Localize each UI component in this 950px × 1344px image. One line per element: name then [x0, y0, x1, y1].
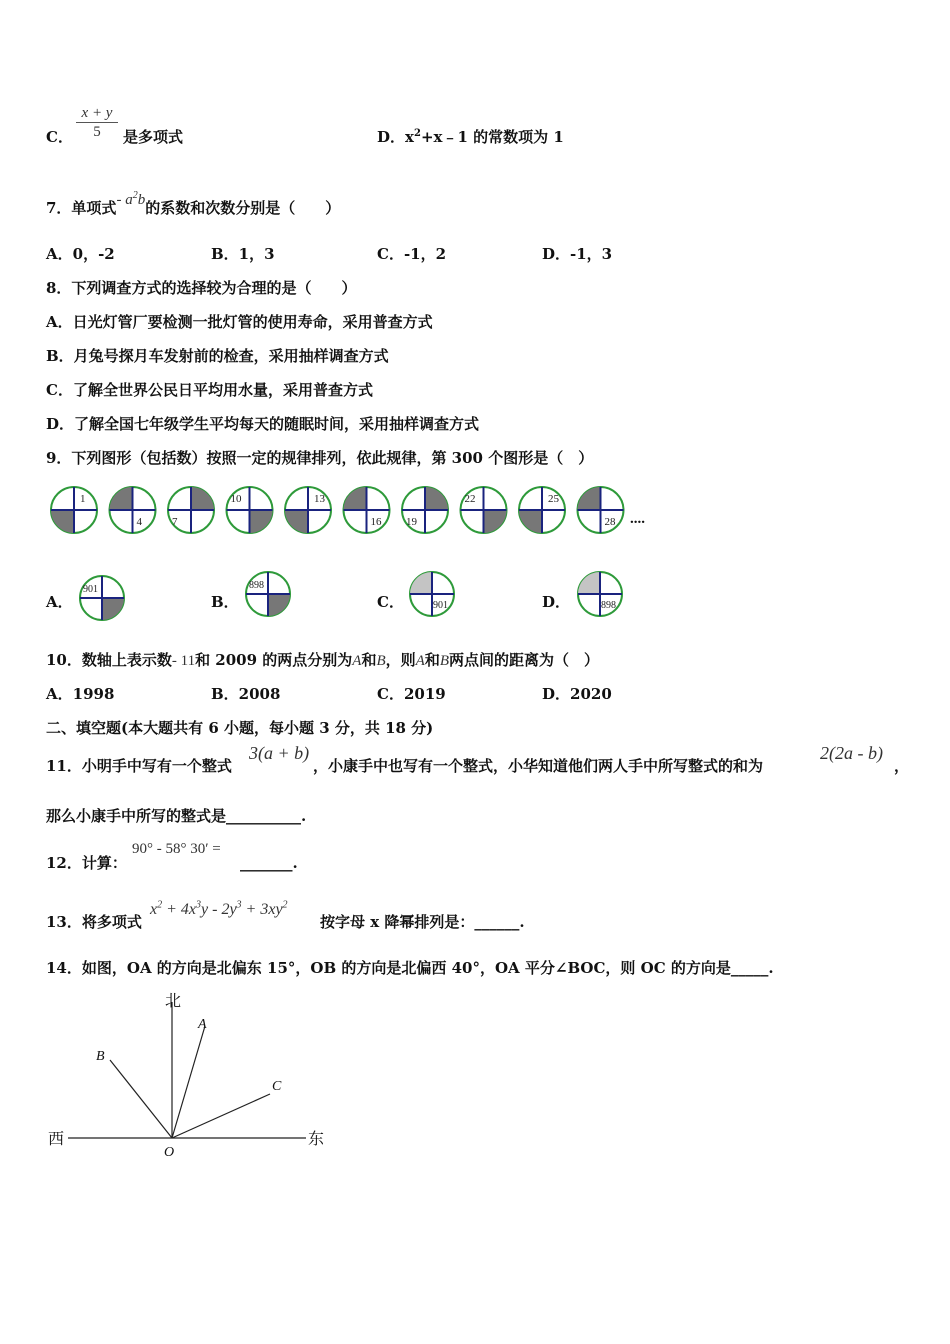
- q14-ray-oa: [172, 1026, 205, 1138]
- q9-sequence-number: 13: [314, 493, 325, 505]
- q9-option-d-number: 898: [601, 600, 616, 611]
- q12-expression: 90° - 58° 30′ =: [132, 841, 221, 857]
- q8-option-c: C．了解全世界公民日平均用水量，采用普查方式: [46, 381, 373, 399]
- q9-sequence-item: [519, 487, 565, 533]
- q10-option-b: B．2008: [211, 685, 281, 703]
- q9-sequence-item: [51, 487, 97, 533]
- q9-sequence-number: 4: [136, 516, 142, 528]
- q8-option-d: D．了解全国七年级学生平均每天的随眠时间，采用抽样调查方式: [46, 415, 480, 433]
- q14-label-b: B: [96, 1049, 105, 1064]
- q7-expr-neg: -: [116, 192, 122, 208]
- q11-expression-2: 2(2a - b): [820, 743, 883, 763]
- q9-sequence-shaded-quadrant: [285, 510, 308, 533]
- q14-north-label: 北: [165, 993, 182, 1010]
- q11-stem-pre: 11．小明手中写有一个整式: [46, 757, 232, 775]
- q9-sequence-item: [227, 487, 273, 533]
- q10-option-d: D．2020: [542, 685, 612, 703]
- q11-comma: ，: [894, 757, 910, 775]
- q10-var-b2: B: [439, 653, 450, 669]
- q7-expr-b: b: [137, 192, 146, 208]
- q10-and1: 和: [361, 651, 377, 669]
- q14-label-a: A: [198, 1017, 207, 1032]
- q14-label-o: O: [164, 1145, 175, 1160]
- q9-sequence-figure: [44, 482, 654, 540]
- q7-stem-post: 的系数和次数分别是（ ）: [145, 199, 341, 217]
- q9-option-d-label: D．: [542, 593, 571, 611]
- q9-sequence-shaded-quadrant: [425, 487, 448, 510]
- q9-option-c-figure: [404, 566, 460, 622]
- q10-var-a: A: [352, 653, 362, 669]
- q13-sup-4: 2: [282, 899, 288, 911]
- q8-option-b: B．月兔号探月车发射前的检查，采用抽样调查方式: [46, 347, 389, 365]
- q11-line-2: 那么小康手中所写的整式是__________.: [46, 807, 307, 825]
- q9-stem: 9．下列图形（包括数）按照一定的规律排列，依此规律，第 300 个图形是（ ）: [46, 449, 594, 467]
- q9-sequence-shaded-quadrant: [484, 510, 507, 533]
- q9-sequence-shaded-quadrant: [519, 510, 542, 533]
- q9-sequence-number: 22: [464, 493, 476, 505]
- q13-expr-2: + 4x: [162, 901, 197, 918]
- q13-expression: [150, 901, 288, 919]
- q7-expr-sup: 2: [132, 190, 138, 201]
- q11-expression-1: 3(a + b): [249, 743, 310, 763]
- q9-sequence-shaded-quadrant: [344, 487, 367, 510]
- q9-option-a-number: 901: [83, 584, 98, 595]
- q6-fraction-denominator: 5: [93, 124, 101, 140]
- q6-fraction: [76, 104, 118, 141]
- q8-stem: 8．下列调查方式的选择较为合理的是（ ）: [46, 279, 357, 297]
- q9-sequence-shaded-quadrant: [51, 510, 74, 533]
- q9-sequence-number: 25: [548, 493, 559, 505]
- q10-stem: [46, 651, 599, 670]
- q10-stem-pre: 10．数轴上表示数: [46, 651, 172, 669]
- q9-sequence-number: 19: [406, 516, 417, 528]
- q13-expr-1: x: [150, 901, 158, 918]
- q9-option-d-figure: [572, 566, 628, 622]
- q7-stem: [46, 190, 341, 218]
- q7-option-b: B．1，3: [211, 245, 275, 263]
- q14-ray-ob: [110, 1060, 172, 1138]
- q9-sequence-item: [402, 487, 448, 533]
- q6-fraction-numerator: x + y: [76, 104, 118, 123]
- q9-sequence-shaded-quadrant: [250, 510, 273, 533]
- q9-sequence-shaded-quadrant: [191, 487, 214, 510]
- q6-option-d-label: D．: [377, 128, 406, 146]
- q10-stem-mid2: ，则: [385, 651, 416, 669]
- q12-stem: 12．计算：: [46, 854, 127, 872]
- q14-west-label: 西: [48, 1131, 65, 1148]
- q9-sequence-item: [344, 487, 390, 533]
- q9-option-a-label: A．: [46, 593, 73, 611]
- q10-option-a: A．1998: [46, 685, 115, 703]
- q12-blank: _______.: [240, 854, 298, 872]
- q10-var-a2: A: [415, 653, 425, 669]
- q13-sup-3: 3: [236, 899, 242, 911]
- q14-direction-figure: [44, 990, 344, 1160]
- q7-expression: [116, 192, 145, 208]
- q9-sequence-shaded-quadrant: [578, 487, 601, 510]
- q9-ellipsis: ....: [630, 511, 645, 527]
- q9-option-b-number: 898: [249, 580, 264, 591]
- q13-expr-3: y - 2y: [201, 901, 237, 918]
- q6-option-d-sup: 2: [413, 128, 421, 139]
- q14-stem: 14．如图，OA 的方向是北偏东 15°，OB 的方向是北偏西 40°，OA 平分∠BOC，则 OC 的方向是_____.: [46, 959, 774, 977]
- q7-option-a: A．0，-2: [46, 245, 115, 263]
- q11-stem-mid: ，小康手中也写有一个整式，小华知道他们两人手中所写整式的和为: [313, 757, 764, 775]
- q9-sequence-item: [285, 487, 331, 533]
- q9-option-b-figure: [240, 566, 296, 622]
- q9-sequence-number: 1: [80, 493, 86, 505]
- q6-option-c-text: 是多项式: [123, 128, 184, 146]
- q9-sequence-item: [168, 487, 214, 533]
- q9-option-a-figure: [74, 570, 130, 626]
- q14-east-label: 东: [308, 1131, 325, 1148]
- q13-stem-post: 按字母 x 降幂排列是：______.: [320, 913, 525, 931]
- q9-sequence-item: [110, 487, 156, 533]
- q13-sup-2: 3: [196, 899, 202, 911]
- q9-sequence-number: 16: [370, 516, 382, 528]
- q9-sequence-shaded-quadrant: [110, 487, 133, 510]
- q7-expr-a: a: [125, 192, 133, 208]
- q6-option-c-label: C．: [46, 128, 73, 146]
- q6-option-d-text: +x﹣1 的常数项为 1: [420, 128, 564, 146]
- q9-sequence-number: 10: [230, 493, 242, 505]
- q9-option-b-label: B．: [211, 593, 239, 611]
- q7-option-c: C．-1，2: [377, 245, 447, 263]
- q9-option-c-number: 901: [433, 600, 448, 611]
- q8-option-a: A．日光灯管厂要检测一批灯管的使用寿命，采用普查方式: [46, 313, 433, 331]
- section-2-heading: 二、填空题(本大题共有 6 小题，每小题 3 分，共 18 分): [46, 719, 434, 737]
- q9-option-c-label: C．: [377, 593, 404, 611]
- q13-sup-1: 2: [157, 899, 163, 911]
- q9-sequence-item: [578, 487, 624, 533]
- q13-expr-4: + 3xy: [241, 901, 283, 918]
- q9-sequence-number: 7: [172, 516, 178, 528]
- q13-stem-pre: 13．将多项式: [46, 913, 142, 931]
- q9-sequence-number: 28: [604, 516, 616, 528]
- q10-stem-mid1: 和 2009 的两点分别为: [195, 651, 353, 669]
- q10-stem-post: 两点间的距离为（ ）: [449, 651, 600, 669]
- q10-number: - 11: [171, 653, 196, 669]
- q14-label-c: C: [272, 1079, 282, 1094]
- q7-option-d: D．-1，3: [542, 245, 613, 263]
- q9-sequence-item: [461, 487, 507, 533]
- q10-var-b: B: [376, 653, 386, 669]
- q6-option-d: [377, 128, 564, 146]
- q14-ray-oc: [172, 1094, 270, 1138]
- q6-option-d-x: x: [405, 128, 414, 146]
- q10-and2: 和: [424, 651, 440, 669]
- q10-option-c: C．2019: [377, 685, 446, 703]
- q7-stem-pre: 7．单项式: [46, 199, 117, 217]
